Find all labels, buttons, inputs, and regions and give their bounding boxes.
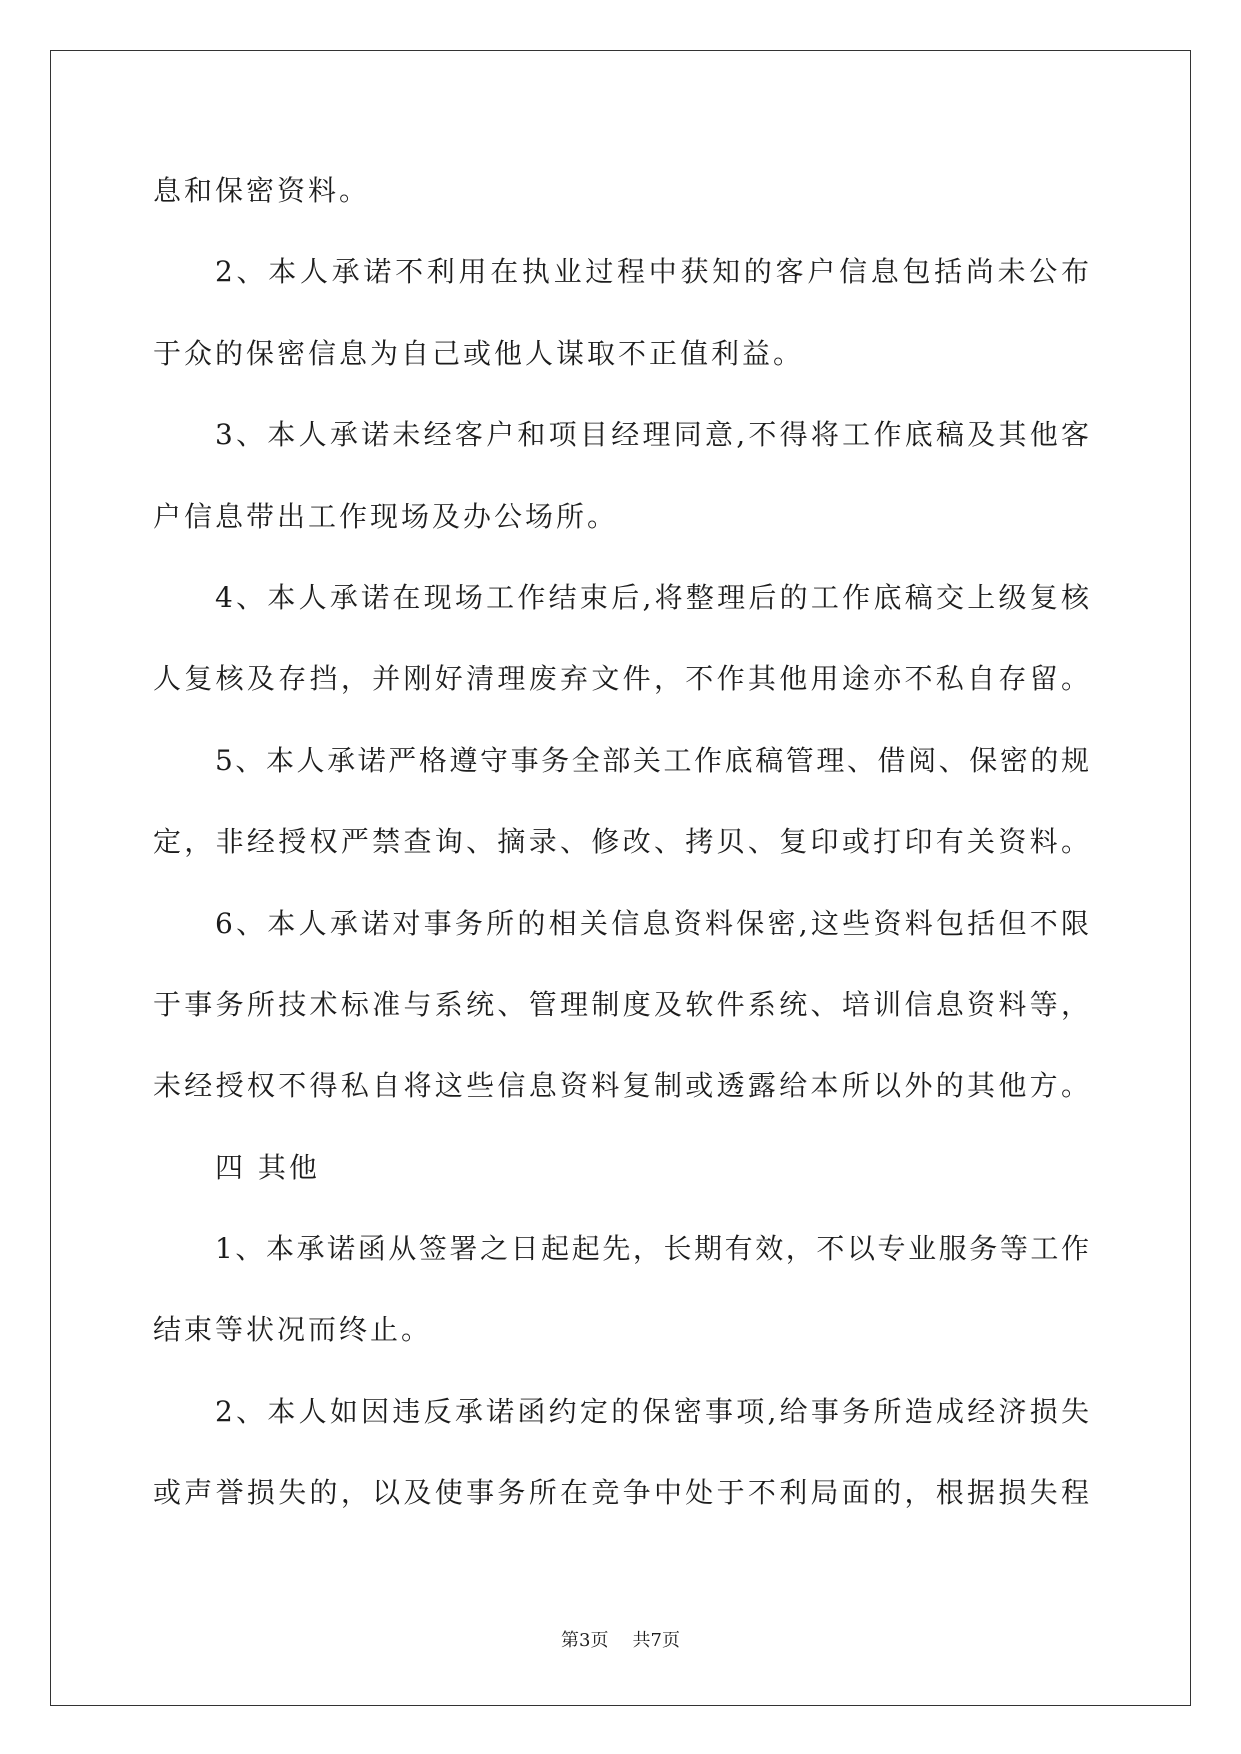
paragraph: [153, 720, 1089, 883]
body-line: 于众的保密信息为自己或他人谋取不正值利益。: [153, 336, 805, 370]
body-line: 于事务所技术标准与系统、管理制度及软件系统、培训信息资料等，: [153, 987, 1089, 1021]
body-line: 1、本承诺函从签署之日起起先，长期有效，不以专业服务等工作: [215, 1232, 1089, 1266]
paragraph: [153, 1371, 1089, 1534]
body-line: 3、本人承诺未经客户和项目经理同意,不得将工作底稿及其他客: [215, 418, 1089, 452]
body-line: 2、本人承诺不利用在执业过程中获知的客户信息包括尚未公布: [215, 255, 1089, 289]
page-number: 第3页: [561, 1630, 609, 1651]
body-line: 6、本人承诺对事务所的相关信息资料保密,这些资料包括但不限: [215, 906, 1089, 940]
body-line: 结束等状况而终止。: [153, 1313, 433, 1347]
section-heading-text: 四 其他: [215, 1150, 320, 1184]
body-line: 5、本人承诺严格遵守事务全部关工作底稿管理、借阅、保密的规: [215, 743, 1089, 777]
body-line: 2、本人如因违反承诺函约定的保密事项,给事务所造成经济损失: [215, 1394, 1089, 1428]
body-line: 未经授权不得私自将这些信息资料复制或透露给本所以外的其他方。: [153, 1069, 1089, 1103]
body-line: 或声誉损失的，以及使事务所在竞争中处于不利局面的，根据损失程: [153, 1476, 1089, 1510]
body-line: 人复核及存挡，并刚好清理废弃文件，不作其他用途亦不私自存留。: [153, 662, 1089, 696]
body-line: 户信息带出工作现场及办公场所。: [153, 499, 619, 533]
paragraph: [153, 557, 1089, 720]
paragraph: [153, 1208, 1089, 1371]
paragraph: [153, 231, 1089, 394]
page-total: 共7页: [632, 1630, 680, 1651]
body-line: 4、本人承诺在现场工作结束后,将整理后的工作底稿交上级复核: [215, 580, 1089, 614]
body-line: 定，非经授权严禁查询、摘录、修改、拷贝、复印或打印有关资料。: [153, 825, 1089, 859]
section-heading: [153, 1127, 1089, 1208]
paragraph: [153, 150, 1089, 231]
document-body: [153, 150, 1089, 1534]
paragraph: [153, 883, 1089, 1127]
paragraph: [153, 394, 1089, 557]
body-line: 息和保密资料。: [153, 174, 371, 207]
page-footer: [0, 1629, 1241, 1653]
